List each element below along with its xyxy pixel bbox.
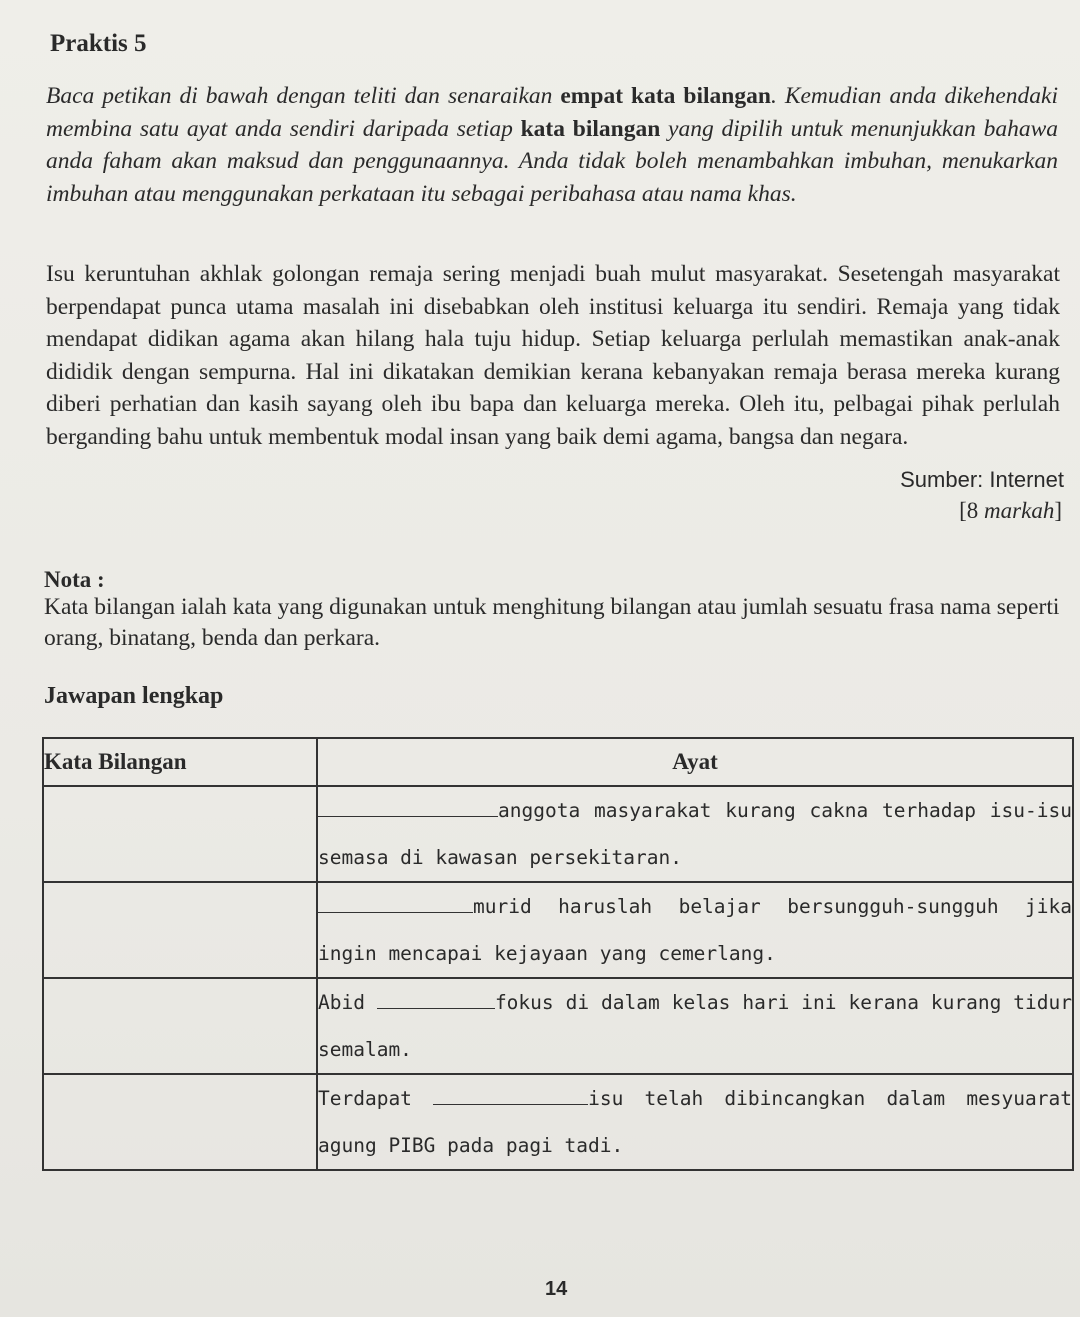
answer-blank[interactable] bbox=[377, 986, 495, 1009]
ayat-cell: Abid fokus di dalam kelas hari ini kerana kurang tidur semalam. bbox=[317, 978, 1073, 1074]
header-kata-bilangan: Kata Bilangan bbox=[43, 738, 317, 786]
ayat-cell: murid haruslah belajar bersungguh-sungguh jika ingin mencapai kejayaan yang cemerlang. bbox=[317, 882, 1073, 978]
instructions: Baca petikan di bawah dengan teliti dan senaraikan empat kata bilangan. Kemudian anda dikehendaki membina satu ayat anda sendiri daripada setiap kata bilangan yang dipilih untuk menunjukkan bahawa anda faham akan maksud dan penggunaannya. Anda tidak boleh menambahkan imbuhan, menukarkan imbuhan atau menggunakan perkataan itu sebagai peribahasa atau nama khas. bbox=[46, 83, 1058, 207]
ayat-cell: Terdapat isu telah dibincangkan dalam mesyuarat agung PIBG pada pagi tadi. bbox=[317, 1074, 1073, 1170]
answer-blank[interactable] bbox=[433, 1082, 588, 1105]
header-ayat: Ayat bbox=[317, 738, 1073, 786]
table-row bbox=[43, 1074, 1073, 1170]
nota-label: Nota : bbox=[44, 567, 105, 592]
instruction-bold-2: kata bilangan bbox=[520, 115, 661, 142]
page-title: Praktis 5 bbox=[50, 30, 147, 57]
kata-bilangan-cell[interactable] bbox=[43, 786, 317, 882]
source-label: Sumber: Internet bbox=[900, 467, 1064, 492]
answer-blank[interactable] bbox=[318, 794, 498, 817]
table-row bbox=[43, 786, 1073, 882]
kata-bilangan-cell[interactable] bbox=[43, 978, 317, 1074]
answer-label: Jawapan lengkap bbox=[44, 683, 224, 709]
page-number: 14 bbox=[545, 1278, 568, 1300]
nota-text: Kata bilangan ialah kata yang digunakan untuk menghitung bilangan atau jumlah sesuatu frasa nama seperti orang, binatang, benda dan perkara. bbox=[44, 594, 1060, 651]
ayat-cell: anggota masyarakat kurang cakna terhadap isu-isu semasa di kawasan persekitaran. bbox=[317, 786, 1073, 882]
passage: Isu keruntuhan akhlak golongan remaja sering menjadi buah mulut masyarakat. Sesetengah masyarakat berpendapat punca utama masalah ini disebabkan oleh institusi keluarga itu sendiri. Remaja yang tidak mendapat didikan agama akan hilang hala tuju hidup. Setiap keluarga perlulah memastikan anak-anak dididik dengan sempurna. Hal ini dikatakan demikian kerana kebanyakan remaja berasa mereka kurang diberi perhatian dan kasih sayang oleh ibu bapa dan keluarga mereka. Oleh itu, pelbagai pihak perlulah berganding bahu untuk membentuk modal insan yang baik demi agama, bangsa dan negara. bbox=[46, 261, 1060, 450]
table-row bbox=[43, 978, 1073, 1074]
answer-blank[interactable] bbox=[318, 890, 473, 913]
table-row bbox=[43, 882, 1073, 978]
kata-bilangan-cell[interactable] bbox=[43, 1074, 317, 1170]
kata-bilangan-cell[interactable] bbox=[43, 882, 317, 978]
answer-table bbox=[42, 737, 1074, 1171]
instruction-bold-1: empat kata bilangan bbox=[560, 83, 771, 109]
marks-label: [8 markah] bbox=[959, 498, 1062, 523]
table-header-row bbox=[43, 738, 1073, 786]
